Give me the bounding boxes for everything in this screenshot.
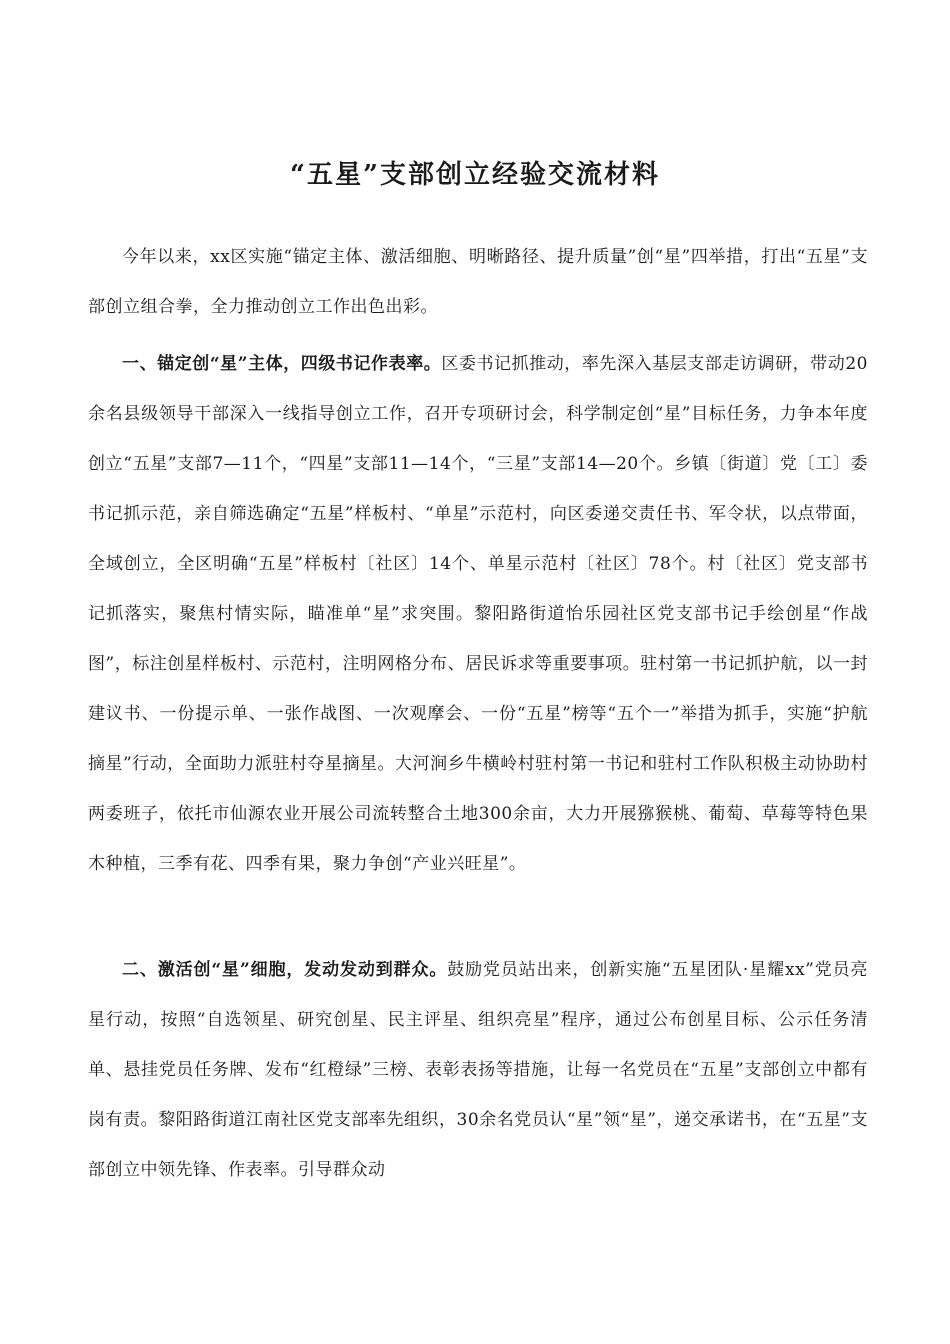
section-two-paragraph bbox=[88, 945, 868, 1195]
section-two-text: 鼓励党员站出来，创新实施“五星团队·星耀xx”党员亮星行动，按照“自选领星、研究创星、民主评星、组织亮星”程序，通过公布创星目标、公示任务清单、悬挂党员任务牌、发布“红橙绿”三榜、表彰表扬等措施，让每一名党员在“五星”支部创立中都有岗有责。黎阳路街道江南社区党支部率先组织，30余名党员认“星”领“星”，递交承诺书，在“五星”支部创立中领先锋、作表率。引导群众动 bbox=[88, 960, 868, 1180]
section-one-heading: 一、锚定创“星”主体，四级书记作表率。 bbox=[122, 354, 442, 374]
section-one-text: 区委书记抓推动，率先深入基层支部走访调研，带动20余名县级领导干部深入一线指导创立工作，召开专项研讨会，科学制定创“星”目标任务，力争本年度创立“五星”支部7—11个，“四星”支部11—14个，“三星”支部14—20个。乡镇〔街道〕党〔工〕委书记抓示范，亲自筛选确定“五星”样板村、“单星”示范村，向区委递交责任书、军令状，以点带面，全域创立，全区明确“五星”样板村〔社区〕14个、单星示范村〔社区〕78个。村〔社区〕党支部书记抓落实，聚焦村情实际，瞄准单“星”求突围。黎阳路街道怡乐园社区党支部书记手绘创星“作战图”，标注创星样板村、示范村，注明网格分布、居民诉求等重要事项。驻村第一书记抓护航，以一封建议书、一份提示单、一张作战图、一次观摩会、一份“五星”榜等“五个一”举措为抓手，实施“护航摘星”行动，全面助力派驻村夺星摘星。大河涧乡牛横岭村驻村第一书记和驻村工作队积极主动协助村两委班子，依托市仙源农业开展公司流转整合土地300余亩，大力开展猕猴桃、葡萄、草莓等特色果木种植，三季有花、四季有果，聚力争创“产业兴旺星”。 bbox=[88, 354, 868, 874]
intro-paragraph-text: 今年以来，xx区实施“锚定主体、激活细胞、明晰路径、提升质量”创“星”四举措，打出“五星”支部创立组合拳，全力推动创立工作出色出彩。 bbox=[88, 247, 868, 317]
intro-paragraph bbox=[88, 232, 868, 332]
section-one-paragraph bbox=[88, 339, 868, 889]
document-title: “五星”支部创立经验交流材料 bbox=[290, 160, 660, 190]
section-two-heading: 二、激活创“星”细胞，发动发动到群众。 bbox=[122, 960, 448, 980]
